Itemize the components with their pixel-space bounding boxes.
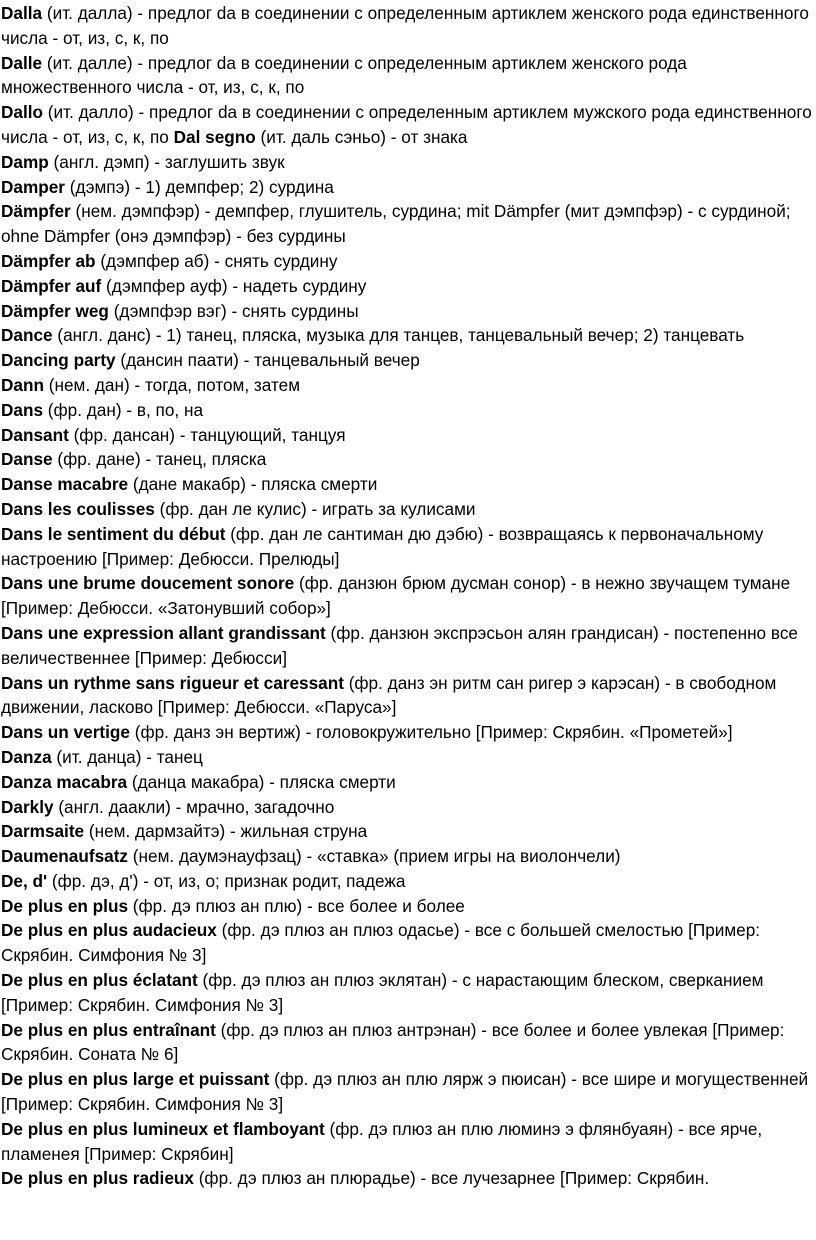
entry-text: (фр. дан ле кулис) - играть за кулисами <box>154 498 476 519</box>
entry-dans-le-sentiment <box>1 522 812 572</box>
entry-term: Dalle <box>1 52 43 73</box>
entry-text: (дансин паати) - танцевальный вечер <box>115 350 420 371</box>
entry-term: Darmsaite <box>1 821 85 842</box>
entry-term: Dance <box>1 325 53 346</box>
entry-term: De plus en plus <box>1 895 129 916</box>
entry-dansant <box>1 423 812 448</box>
entry-text: (ит. далло) - предлог da в соединении с определенным артиклем мужского рода единственного числа - от, из, с, к, по <box>1 102 812 147</box>
entry-term: Dalla <box>1 3 43 23</box>
entry-danza <box>1 745 812 770</box>
entry-dampfer-ab <box>1 249 812 274</box>
entry-de-plus-en-plus-large <box>1 1067 812 1117</box>
entry-darkly <box>1 795 812 820</box>
entry-term: Dansant <box>1 424 69 445</box>
entry-term: Dans les coulisses <box>1 498 155 519</box>
entry-term: Dans une brume doucement sonore <box>1 573 295 594</box>
entry-dampfer-weg <box>1 299 812 324</box>
entry-damper <box>1 175 812 200</box>
entry-term: De plus en plus entraînant <box>1 1019 216 1040</box>
entry-term: Dans <box>1 399 44 420</box>
entry-term: De plus en plus éclatant <box>1 970 198 991</box>
entry-dans-une-brume <box>1 571 812 621</box>
entry-dans <box>1 398 812 423</box>
entry-dance <box>1 323 812 348</box>
entry-text: (фр. дэ плюз ан плю) - все более и более <box>128 895 465 916</box>
entry-term: De plus en plus audacieux <box>1 920 217 941</box>
entry-dann <box>1 373 812 398</box>
entry-text: (фр. дэ плюз ан плю люминэ э флянбуаян) - все ярче, пламенея [Пример: Скрябин] <box>1 1118 763 1164</box>
entry-dans-une-expression <box>1 621 812 671</box>
entry-text: (англ. даакли) - мрачно, загадочно <box>53 796 335 817</box>
entry-text: (фр. данзюн брюм дусман сонор) - в нежно звучащем тумане [Пример: Дебюсси. «Затонувший собор»] <box>1 573 791 619</box>
entry-de-plus-en-plus <box>1 894 812 919</box>
entry-text: (дане макабр) - пляска смерти <box>128 474 378 495</box>
entry-term: Dämpfer weg <box>1 300 109 321</box>
entry-danza-macabra <box>1 770 812 795</box>
entry-text-continued: (ит. даль сэньо) - от знака <box>255 126 468 147</box>
entry-text: (ит. далла) - предлог da в соединении с определенным артиклем женского рода единственного числа - от, из, с, к, по <box>1 3 809 48</box>
entry-de-plus-en-plus-entrainant <box>1 1018 812 1068</box>
entry-text: (дэмпфер ауф) - надеть сурдину <box>101 275 367 296</box>
entry-term: Dans une expression allant grandissant <box>1 622 326 643</box>
entry-term: De plus en plus radieux <box>1 1168 194 1189</box>
entry-inline-term: Dal segno <box>173 126 256 147</box>
entry-text: (фр. дэ плюз ан плю лярж э пюисан) - все шире и могущественней [Пример: Скрябин. Симфония № 3] <box>1 1069 809 1115</box>
entry-text: (фр. дэ плюз ан плюз одасье) - все с большей смелостью [Пример: Скрябин. Симфония № 3] <box>1 920 761 966</box>
entry-damp <box>1 150 812 175</box>
entry-dampfer-auf <box>1 274 812 299</box>
entry-text: (нем. дармзайтэ) - жильная струна <box>84 821 368 842</box>
entry-term: Dämpfer <box>1 201 71 222</box>
entry-dans-un-vertige <box>1 720 812 745</box>
entry-term: Dallo <box>1 102 44 123</box>
entry-term: De plus en plus large et puissant <box>1 1069 270 1090</box>
entry-term: De, d' <box>1 870 48 891</box>
entry-dalle <box>1 51 812 101</box>
entry-danse <box>1 447 812 472</box>
entry-text: (нем. дэмпфэр) - демпфер, глушитель, сурдина; mit Dämpfer (мит дэмпфэр) - с сурдиной; ohne Dämpfer (онэ дэмпфэр) - без сурдины <box>1 201 791 247</box>
entry-term: Dämpfer auf <box>1 275 102 296</box>
entry-text: (фр. дэ плюз ан плюз эклятан) - с нарастающим блеском, сверканием [Пример: Скрябин. Симфония № 3] <box>1 970 764 1015</box>
entry-text: (англ. данс) - 1) танец, пляска, музыка для танцев, танцевальный вечер; 2) танцевать <box>52 325 745 346</box>
entry-text: (ит. далле) - предлог da в соединении с определенным артиклем женского рода множественного числа - от, из, с, к, по <box>1 52 687 98</box>
entry-dallo <box>1 100 812 150</box>
entry-text: (фр. данз эн ритм сан ригер э карэсан) - в свободном движении, ласково [Пример: Дебюсси. «Паруса»] <box>1 672 777 718</box>
entry-daumenaufsatz <box>1 844 812 869</box>
entry-text: (фр. дэ плюз ан плюрадье) - все лучезарнее [Пример: Скрябин. <box>193 1168 710 1189</box>
entry-text: (фр. дан ле сантиман дю дэбю) - возвращаясь к первоначальному настроению [Пример: Дебюсси. Прелюды] <box>1 523 764 569</box>
entry-dampfer <box>1 199 812 249</box>
entry-danse-macabre <box>1 472 812 497</box>
entry-de-plus-en-plus-audacieux <box>1 918 812 968</box>
entry-darmsaite <box>1 819 812 844</box>
entry-dancing-party <box>1 348 812 373</box>
entry-text: (дэмпэ) - 1) демпфер; 2) сурдина <box>65 176 334 197</box>
entry-text: (дэмпфер аб) - снять сурдину <box>95 250 338 271</box>
entry-text: (фр. дэ плюз ан плюз антрэнан) - все более и более увлекая [Пример: Скрябин. Соната № 6] <box>1 1019 785 1065</box>
entry-term: Danza macabra <box>1 771 128 792</box>
entry-text: (фр. дан) - в, по, на <box>43 399 204 420</box>
entry-text: (фр. дансан) - танцующий, танцуя <box>68 424 346 445</box>
entry-text: (нем. даумэнауфзац) - «ставка» (прием игры на виолончели) <box>128 846 621 867</box>
entry-term: Damp <box>1 151 49 172</box>
entry-text: (англ. дэмп) - заглушить звук <box>48 151 285 172</box>
entry-term: Dämpfer ab <box>1 250 96 271</box>
entry-term: Daumenaufsatz <box>1 846 129 867</box>
entry-text: (ит. данца) - танец <box>51 746 203 767</box>
entry-term: Dans un rythme sans rigueur et caressant <box>1 672 344 693</box>
entry-text: (фр. данз эн вертиж) - головокружительно [Пример: Скрябин. «Прометей»] <box>129 722 733 743</box>
entry-term: Dancing party <box>1 350 116 371</box>
entry-term: De plus en plus lumineux et flamboyant <box>1 1118 325 1139</box>
entry-dans-les-coulisses <box>1 497 812 522</box>
entry-text: (данца макабра) - пляска смерти <box>127 771 396 792</box>
entry-term: Danse <box>1 449 53 470</box>
entry-de <box>1 869 812 894</box>
entry-term: Danse macabre <box>1 474 129 495</box>
entry-text: (фр. данзюн экспрэсьон алян грандисан) - постепенно все величественнее [Пример: Дебюсси] <box>1 622 798 668</box>
entry-text: (нем. дан) - тогда, потом, затем <box>43 374 301 395</box>
entry-term: Dans le sentiment du début <box>1 523 226 544</box>
entry-term: Dans un vertige <box>1 722 130 743</box>
entry-term: Dann <box>1 374 44 395</box>
entry-de-plus-en-plus-radieux <box>1 1166 812 1191</box>
entry-term: Darkly <box>1 796 54 817</box>
entry-text: (дэмпфэр вэг) - снять сурдины <box>108 300 359 321</box>
entry-text: (фр. дане) - танец, пляска <box>52 449 267 470</box>
entry-text: (фр. дэ, д') - от, из, о; признак родит, падежа <box>47 870 406 891</box>
entry-dans-un-rythme <box>1 671 812 721</box>
entry-term: Danza <box>1 746 52 767</box>
entry-term: Damper <box>1 176 65 197</box>
entry-de-plus-en-plus-lumineux <box>1 1117 812 1167</box>
entry-dalla <box>1 1 812 51</box>
entry-de-plus-en-plus-eclatant <box>1 968 812 1018</box>
